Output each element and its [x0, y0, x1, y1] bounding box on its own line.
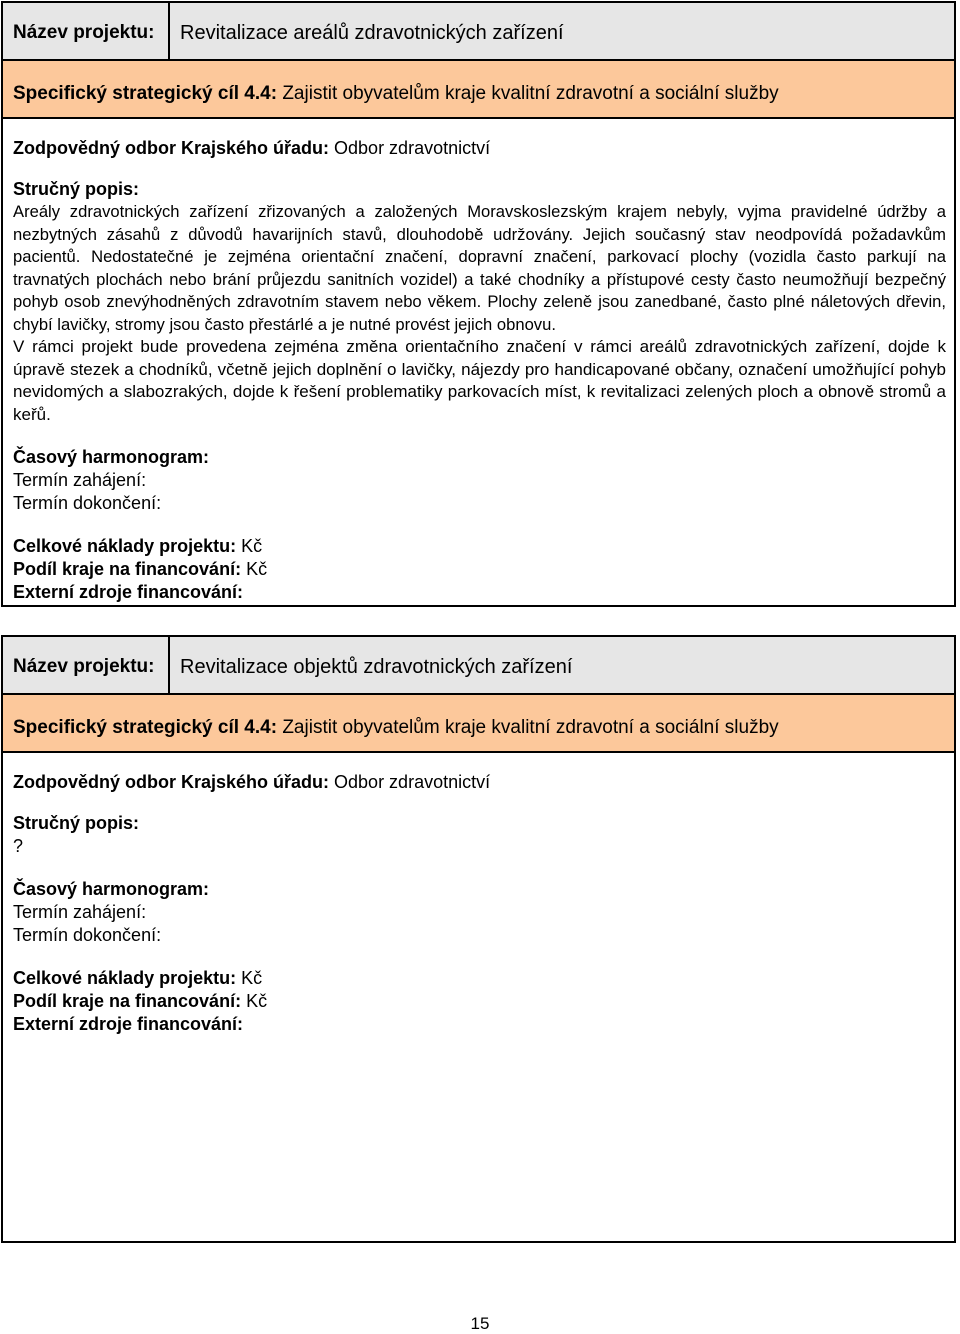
description-paragraph-1: ?: [13, 836, 24, 856]
total-cost-line: [13, 535, 946, 558]
description-paragraph-2: V rámci projekt bude provedena zejména změna orientačního značení v rámci areálů zdravotnických zařízení, dojde k úpravě stezek a chodníků, včetně jejich doplnění o lavičky, nájezdy pro handicapované občany, označení umožňující pohyb nevidomých a slabozrakých, dojde k řešení problematiky parkovacích míst, k revitalizaci zelených ploch a obnově stromů a keřů.: [13, 337, 946, 424]
strategic-goal-row: [3, 695, 954, 753]
strategic-goal-value: Zajistit obyvatelům kraje kvalitní zdravotní a sociální služby: [277, 83, 779, 104]
strategic-goal-row: [3, 61, 954, 119]
description-paragraph-1: Areály zdravotnických zařízení zřizovaných a založených Moravskoslezským krajem nebyly, vyjma pravidelné údržby a nezbytných zásahů z důvodů havarijních stavů, dlouhodobě udržovány. Jejich současný stav neodpovídá požadavkům pacientů. Nedostatečné je zejména orientační značení, dopravní značení, parkovací plochy (vozidla často parkují na travnatých plochách nebo brání průjezdu sanitních vozidel) a také chodníky a přístupové cesty často neumožňují bezpečný pohyb osob znevýhodněných zdravotním stavem nebo věkem. Plochy zeleně jsou zanedbané, často plné náletových dřevin, chybí lavičky, stromy jsou často přestárlé a je nutné provést jejich obnovu.: [13, 202, 946, 334]
end-label: Termín dokončení:: [13, 925, 162, 945]
department-line: [13, 771, 946, 794]
department-label: Zodpovědný odbor Krajského úřadu:: [13, 772, 330, 792]
project-name-row: [3, 3, 954, 61]
project-body: [3, 119, 954, 604]
schedule-label: Časový harmonogram:: [13, 879, 210, 899]
department-label: Zodpovědný odbor Krajského úřadu:: [13, 138, 330, 158]
strategic-goal-label: Specifický strategický cíl 4.4:: [13, 83, 278, 104]
start-label: Termín zahájení:: [13, 470, 147, 490]
start-label: Termín zahájení:: [13, 902, 147, 922]
project-name-row: [3, 637, 954, 695]
strategic-goal-value: Zajistit obyvatelům kraje kvalitní zdravotní a sociální služby: [277, 717, 779, 738]
region-share-line: [13, 558, 946, 581]
total-cost-label: Celkové náklady projektu:: [13, 536, 237, 556]
total-cost-value: Kč: [236, 968, 263, 988]
department-value: Odbor zdravotnictví: [329, 772, 491, 792]
project-card-1: [1, 1, 956, 607]
project-name-label: Název projektu:: [3, 637, 170, 693]
region-share-value: Kč: [241, 559, 268, 579]
external-funding-label: Externí zdroje financování:: [13, 1014, 244, 1034]
region-share-value: Kč: [241, 991, 268, 1011]
total-cost-label: Celkové náklady projektu:: [13, 968, 237, 988]
department-line: [13, 137, 946, 160]
end-label: Termín dokončení:: [13, 493, 162, 513]
external-funding-label: Externí zdroje financování:: [13, 582, 244, 602]
region-share-label: Podíl kraje na financování:: [13, 559, 242, 579]
project-name-label: Název projektu:: [3, 3, 170, 59]
project-body: [3, 753, 954, 1036]
project-name-value: Revitalizace areálů zdravotnických zařízení: [180, 22, 564, 44]
region-share-line: [13, 990, 946, 1013]
department-value: Odbor zdravotnictví: [329, 138, 491, 158]
page-number: 15: [470, 1314, 490, 1333]
schedule-label: Časový harmonogram:: [13, 447, 210, 467]
total-cost-value: Kč: [236, 536, 263, 556]
project-card-2: [1, 635, 956, 1243]
description-label: Stručný popis:: [13, 813, 140, 833]
region-share-label: Podíl kraje na financování:: [13, 991, 242, 1011]
total-cost-line: [13, 967, 946, 990]
strategic-goal-label: Specifický strategický cíl 4.4:: [13, 717, 278, 738]
description-label: Stručný popis:: [13, 179, 140, 199]
project-name-value: Revitalizace objektů zdravotnických zařízení: [180, 656, 573, 678]
